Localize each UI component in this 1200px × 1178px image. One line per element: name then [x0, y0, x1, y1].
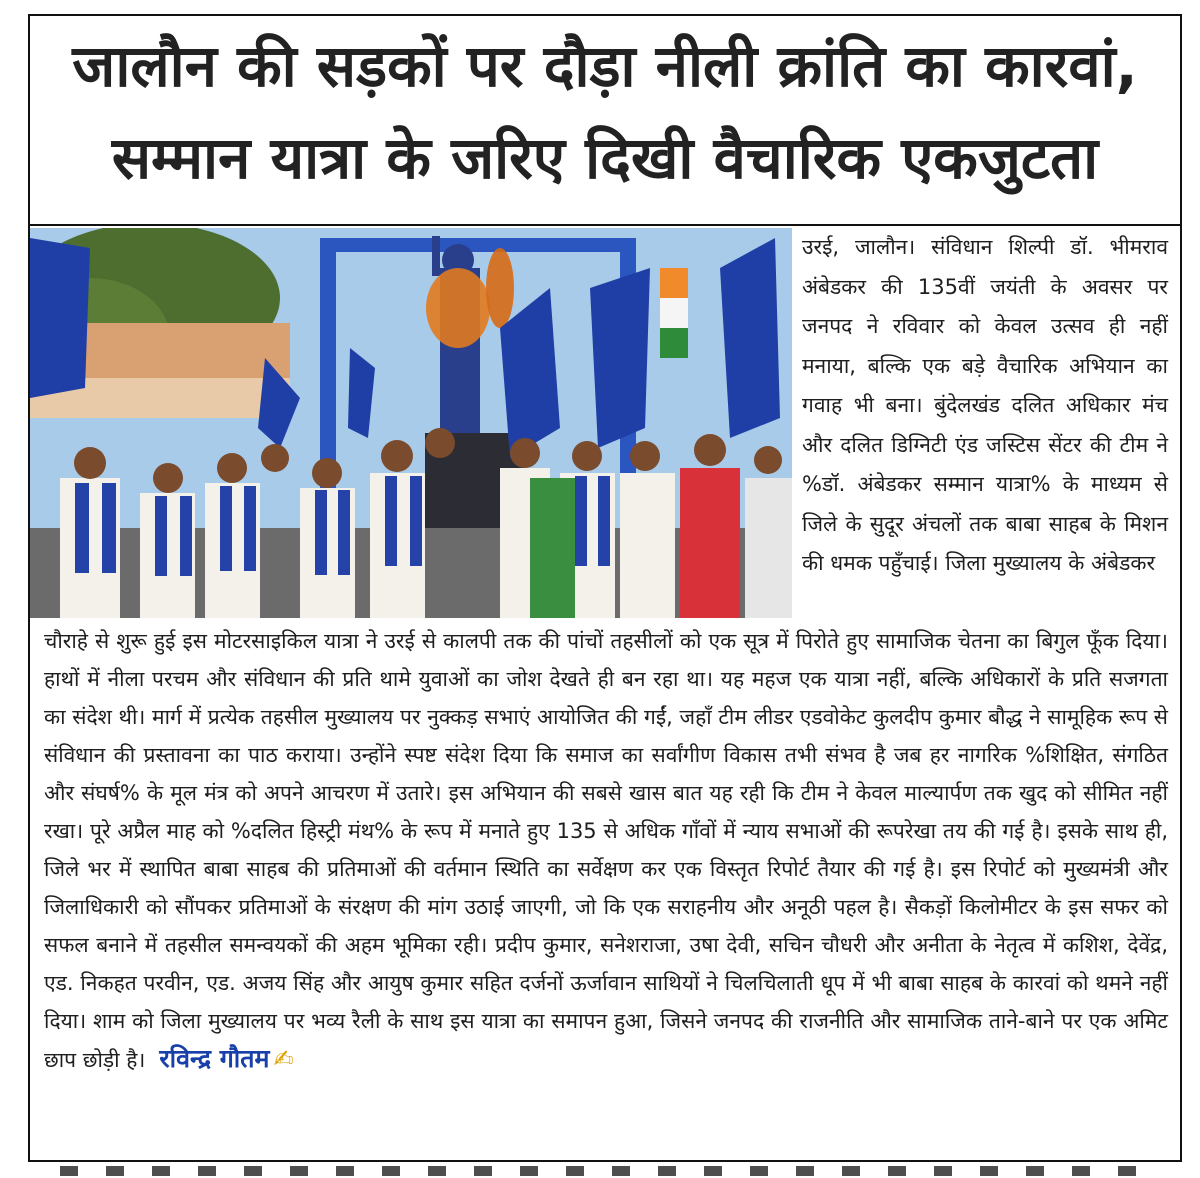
article-body	[44, 622, 1168, 1079]
headline-divider	[28, 224, 1182, 226]
article-column-text: उरई, जालौन। संविधान शिल्पी डॉ. भीमराव अंबेडकर की 135वीं जयंती के अवसर पर जनपद ने रविवार को केवल उत्सव ही नहीं मनाया, बल्कि एक बड़े वैचारिक अभियान का गवाह भी बना। बुंदेलखंड दलित अधिकार मंच और दलित डिग्निटी एंड जस्टिस सेंटर की टीम ने %डॉ. अंबेडकर सम्मान यात्रा% के माध्यम से जिले के सुदूर अंचलों तक बाबा साहब के मिशन की धमक पहुँचाई। जिला मुख्यालय के अंबेडकर	[802, 235, 1168, 575]
news-photo	[30, 228, 792, 618]
article-body-text: चौराहे से शुरू हुई इस मोटरसाइकिल यात्रा ने उरई से कालपी तक की पांचों तहसीलों को एक सूत्र में पिरोते हुए सामाजिक चेतना का बिगुल फूँक दिया। हाथों में नीला परचम और संविधान की प्रति थामे युवाओं का जोश देखते ही बन रहा था। यह महज एक यात्रा नहीं, बल्कि अधिकारों के प्रति सजगता का संदेश थी। मार्ग में प्रत्येक तहसील मुख्यालय पर नुक्कड़ सभाएं आयोजित की गईं, जहाँ टीम लीडर एडवोकेट कुलदीप कुमार बौद्ध ने सामूहिक रूप से संविधान की प्रस्तावना का पाठ कराया। उन्होंने स्पष्ट संदेश दिया कि समाज का सर्वांगीण विकास तभी संभव है जब हर नागरिक %शिक्षित, संगठित और संघर्ष% के मूल मंत्र को अपने आचरण में उतारे। इस अभियान की सबसे खास बात यह रही कि टीम ने केवल माल्यार्पण तक खुद को सीमित नहीं रखा। पूरे अप्रैल माह को %दलित हिस्ट्री मंथ% के रूप में मनाते हुए 135 से अधिक गाँवों में न्याय सभाओं की रूपरेखा तय की गई है। इसके साथ ही, जिले भर में स्थापित बाबा साहब की प्रतिमाओं की वर्तमान स्थिति का सर्वेक्षण कर एक विस्तृत रिपोर्ट तैयार की गई है। इस रिपोर्ट को मुख्यमंत्री और जिलाधिकारी को सौंपकर प्रतिमाओं के संरक्षण की मांग उठाई जाएगी, जो कि एक सराहनीय और अनूठी पहल है। सैकड़ों किलोमीटर के इस सफर को सफल बनाने में तहसील समन्वयकों की अहम भूमिका रही। प्रदीप कुमार, सनेशराजा, उषा देवी, सचिन चौधरी और अनीता के नेतृत्व में कशिश, देवेंद्र, एड. निकहत परवीन, एड. अजय सिंह और आयुष कुमार सहित दर्जनों ऊर्जावान साथियों ने चिलचिलाती धूप में भी बाबा साहब के कारवां को थमने नहीं दिया। शाम को जिला मुख्यालय पर भव्य रैली के साथ इस यात्रा का समापन हुआ, जिसने जनपद की राजनीति और सामाजिक ताने-बाने पर एक अमिट छाप छोड़ी है।	[44, 629, 1168, 1072]
headline-line-1: जालौन की सड़कों पर दौड़ा नीली क्रांति का कारवां,	[72, 32, 1138, 100]
pen-writing-icon: ✍	[273, 1045, 294, 1073]
author-byline: रविन्द्र गौतम	[159, 1044, 270, 1073]
headline-line-2: सम्मान यात्रा के जरिए दिखी वैचारिक एकजुटता	[111, 124, 1099, 192]
headline	[30, 20, 1180, 204]
next-article-cutoff	[60, 1166, 1160, 1176]
